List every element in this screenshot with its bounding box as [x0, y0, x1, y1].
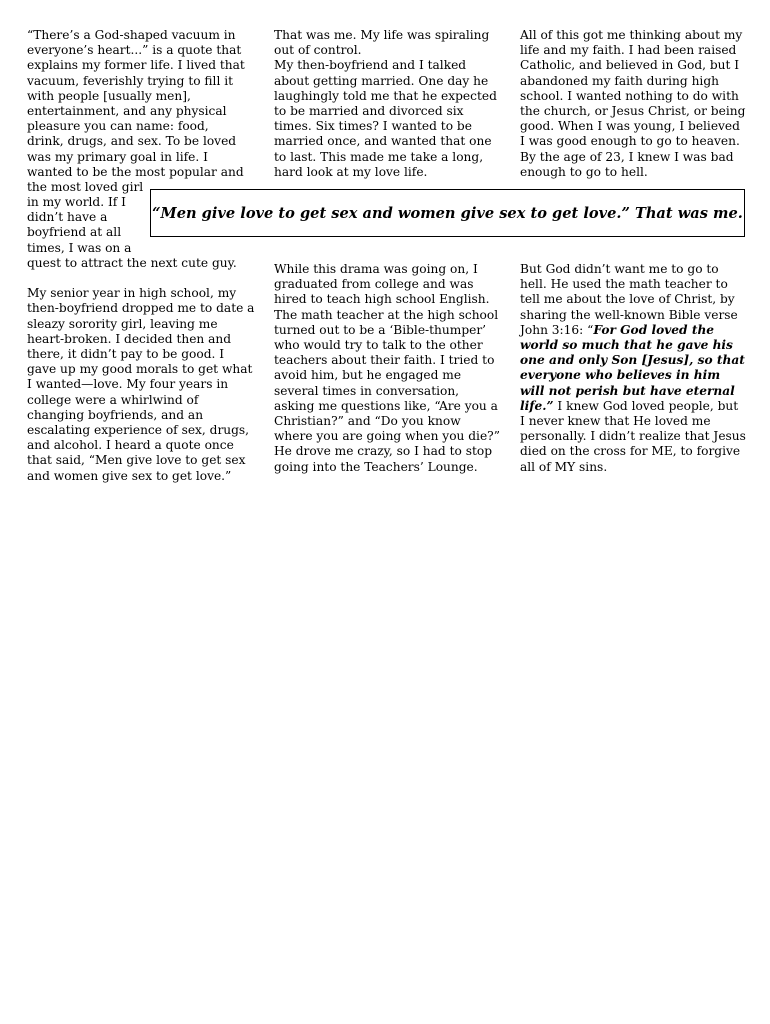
pull-quote-text: “Men give love to get sex and women give sex to get love.” That was me.	[152, 204, 743, 222]
paragraph-text: All of this got me thinking about my life and my faith. I had been raised Catholic, and believed in God, but I abandoned my faith during high school. I wanted nothing to do with the church, or Jesus Christ, or being good. When I was young, I believed I was good enough to go to heaven. By the age of 23, I knew I was bad enough to go to hell.	[520, 28, 746, 179]
paragraph-line: quest to attract the next cute guy.	[27, 256, 237, 270]
paragraph-text: “There’s a God-shaped vacuum in everyone’s heart...” is a quote that explains my former life. I lived that vacuum, feverishly trying to fill it with people [usually men], entertainment, and any physical pleasure you can name: food, drink, drugs, and sex. To be loved was my primary goal in life. I wanted to be the most popular and the most loved girl	[27, 28, 245, 195]
paragraph-text: That was me. My life was spiraling out of control.	[274, 28, 490, 58]
verse-intro: But God didn’t want me to go to hell. He used the math teacher to tell me about the love of Christ, by sharing the well-known Bible verse John 3:16: “	[520, 262, 738, 337]
paragraph-text: in my world. If I didn’t have a boyfriend at all times, I was on a	[27, 195, 132, 255]
bible-verse: For God loved the world so much that he gave his one and only Son [Jesus], so that everyone who believes in him will not perish but have eternal life.”	[520, 322, 745, 413]
column-1-lower	[27, 256, 255, 484]
paragraph-text: My then-boyfriend and I talked about getting married. One day he laughingly told me that he expected to be married and divorced six times. Six times? I wanted to be married once, and wanted that one to last. This made me take a long, hard look at my love life.	[274, 58, 497, 179]
paragraph-gap	[27, 271, 255, 286]
column-2-lower	[274, 262, 500, 475]
column-1-wrap-text	[27, 195, 145, 256]
column-3-upper	[520, 28, 746, 180]
pull-quote-box	[150, 189, 745, 237]
column-1-paragraph-1	[27, 28, 249, 195]
paragraph-text: My senior year in high school, my then-boyfriend dropped me to date a sleazy sorority girl, leaving me heart-broken. I decided then and there, it didn’t pay to be good. I gave up my good morals to get what I wanted—love. My four years in college were a whirlwind of changing boyfriends, and an escalating experience of sex, drugs, and alcohol. I heard a quote once that said, “Men give love to get sex and women give sex to get love.”	[27, 286, 255, 483]
column-2-upper	[274, 28, 500, 180]
verse-outro: I knew God loved people, but I never knew that He loved me personally. I didn’t realize that Jesus died on the cross for ME, to forgive all of MY sins.	[520, 398, 746, 474]
paragraph-text: While this drama was going on, I graduated from college and was hired to teach high school English. The math teacher at the high school turned out to be a ‘Bible-thumper’ who would try to talk to the other teachers about their faith. I tried to avoid him, but he engaged me several times in conversation, asking me questions like, “Are you a Christian?” and “Do you know where you are going when you die?” He drove me crazy, so I had to stop going into the Teachers’ Lounge.	[274, 262, 500, 474]
column-3-lower	[520, 262, 746, 475]
paragraph-text	[520, 262, 746, 475]
